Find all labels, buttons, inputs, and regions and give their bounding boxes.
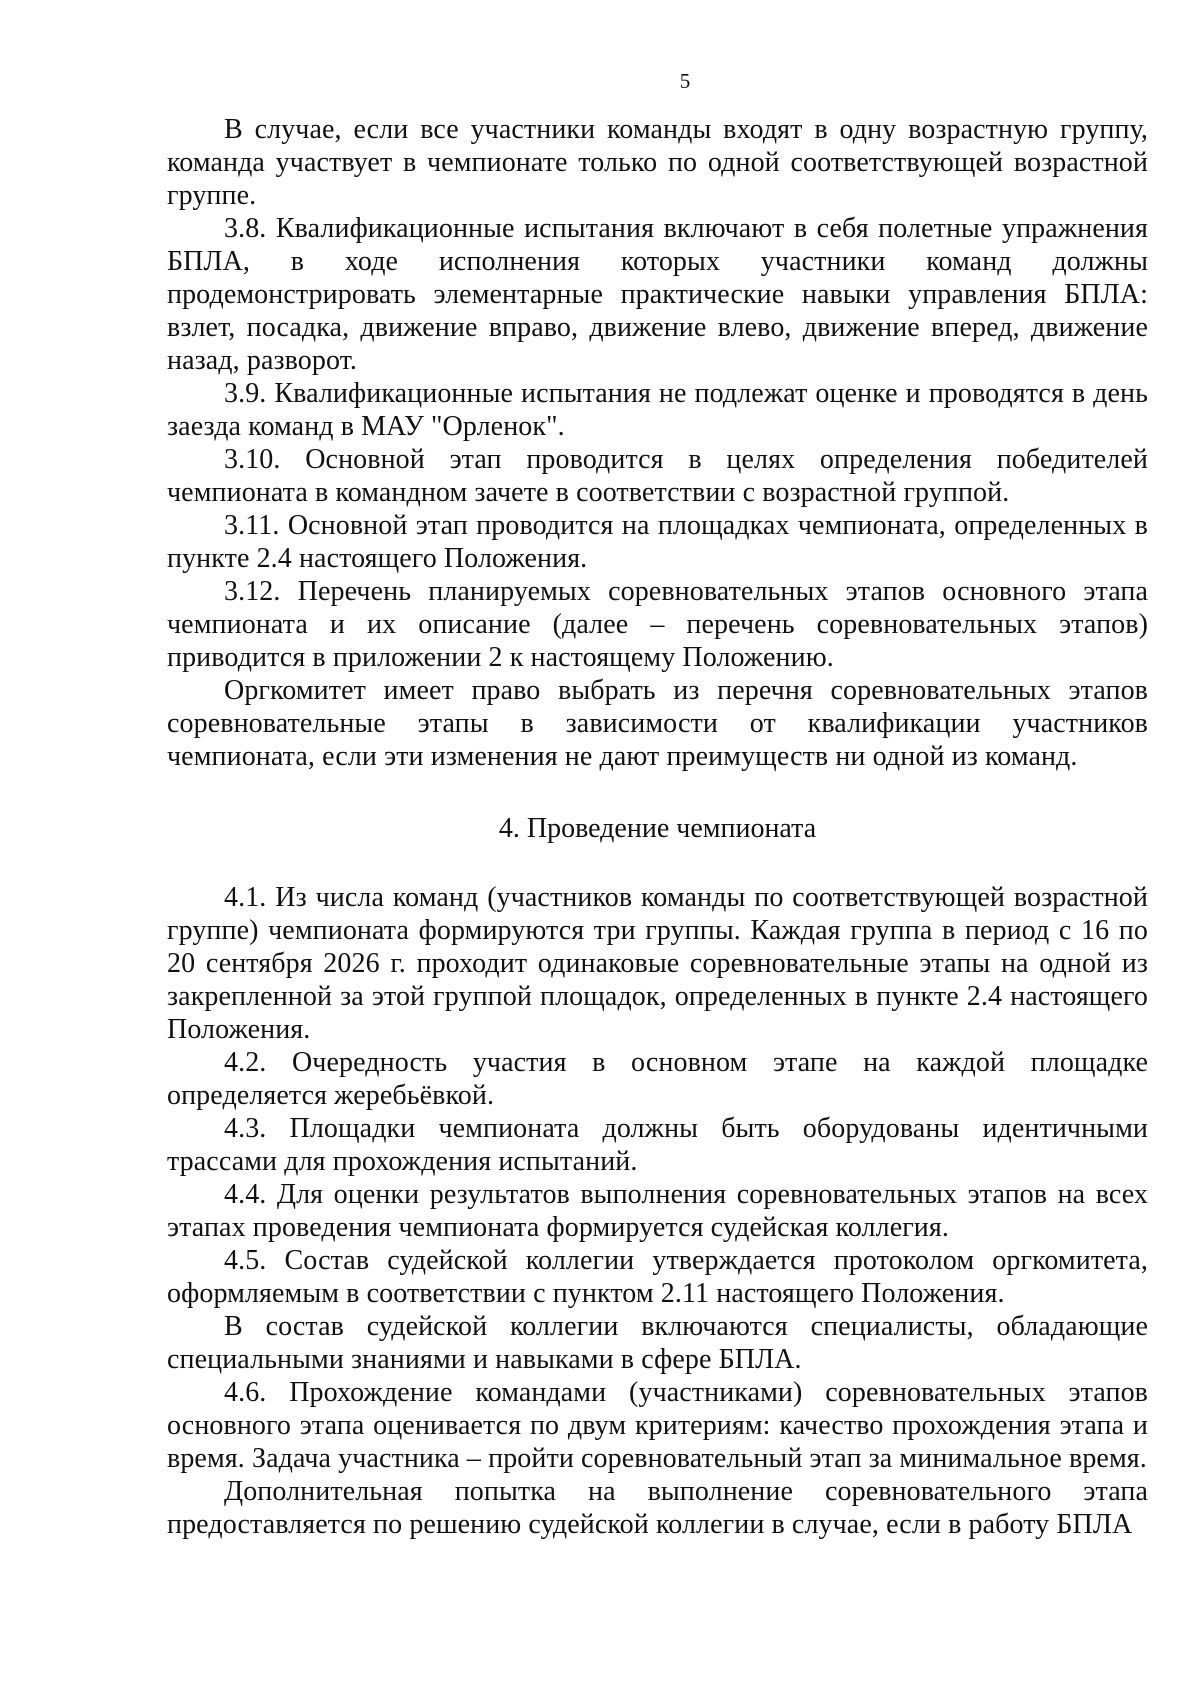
paragraph-4-4: 4.4. Для оценки результатов выполнения соревновательных этапов на всех этапах проведения чемпионата формируется судейская коллегия. bbox=[167, 1179, 1148, 1243]
paragraph-3-9: 3.9. Квалификационные испытания не подлежат оценке и проводятся в день заезда команд в МАУ "Орленок". bbox=[167, 378, 1148, 442]
paragraph-age-group: В случае, если все участники команды входят в одну возрастную группу, команда участвует в чемпионате только по одной соответствующей возрастной группе. bbox=[167, 114, 1148, 211]
paragraph-4-3: 4.3. Площадки чемпионата должны быть оборудованы идентичными трассами для прохождения испытаний. bbox=[167, 1113, 1148, 1177]
paragraph-jury-composition: В состав судейской коллегии включаются специалисты, обладающие специальными знаниями и навыками в сфере БПЛА. bbox=[167, 1311, 1148, 1375]
page-number: 5 bbox=[679, 69, 691, 93]
section-heading: 4. Проведение чемпионата bbox=[498, 813, 817, 844]
paragraph-4-2: 4.2. Очередность участия в основном этапе на каждой площадке определяется жеребьёвкой. bbox=[167, 1047, 1148, 1111]
paragraph-4-1: 4.1. Из числа команд (участников команды по соответствующей возрастной группе) чемпионата формируются три группы. Каждая группа в период с 16 по 20 сентября 2026 г. проходит одинаковые соревновательные этапы на одной из закрепленной за этой группой площадок, определенных в пункте 2.4 настоящего Положения. bbox=[167, 882, 1148, 1045]
paragraph-4-6: 4.6. Прохождение командами (участниками) соревновательных этапов основного этапа оценивается по двум критериям: качество прохождения этапа и время. Задача участника – пройти соревновательный этап за минимальное время. bbox=[167, 1377, 1148, 1474]
paragraph-extra-attempt: Дополнительная попытка на выполнение соревновательного этапа предоставляется по решению судейской коллегии в случае, если в работу БПЛА bbox=[167, 1476, 1148, 1540]
paragraph-3-11: 3.11. Основной этап проводится на площадках чемпионата, определенных в пункте 2.4 настоящего Положения. bbox=[167, 510, 1148, 574]
paragraph-3-10: 3.10. Основной этап проводится в целях определения победителей чемпионата в командном зачете в соответствии с возрастной группой. bbox=[167, 444, 1148, 508]
paragraph-3-12: 3.12. Перечень планируемых соревновательных этапов основного этапа чемпионата и их описание (далее – перечень соревновательных этапов) приводится в приложении 2 к настоящему Положению. bbox=[167, 576, 1148, 673]
paragraph-4-5: 4.5. Состав судейской коллегии утверждается протоколом оргкомитета, оформляемым в соответствии с пунктом 2.11 настоящего Положения. bbox=[167, 1245, 1148, 1309]
document-body bbox=[167, 113, 1148, 1541]
paragraph-orgcommittee: Оргкомитет имеет право выбрать из перечня соревновательных этапов соревновательные этапы в зависимости от квалификации участников чемпионата, если эти изменения не дают преимуществ ни одной из команд. bbox=[167, 675, 1148, 772]
paragraph-3-8: 3.8. Квалификационные испытания включают в себя полетные упражнения БПЛА, в ходе исполнения которых участники команд должны продемонстрировать элементарные практические навыки управления БПЛА: взлет, посадка, движение вправо, движение влево, движение вперед, движение назад, разворот. bbox=[167, 213, 1148, 376]
